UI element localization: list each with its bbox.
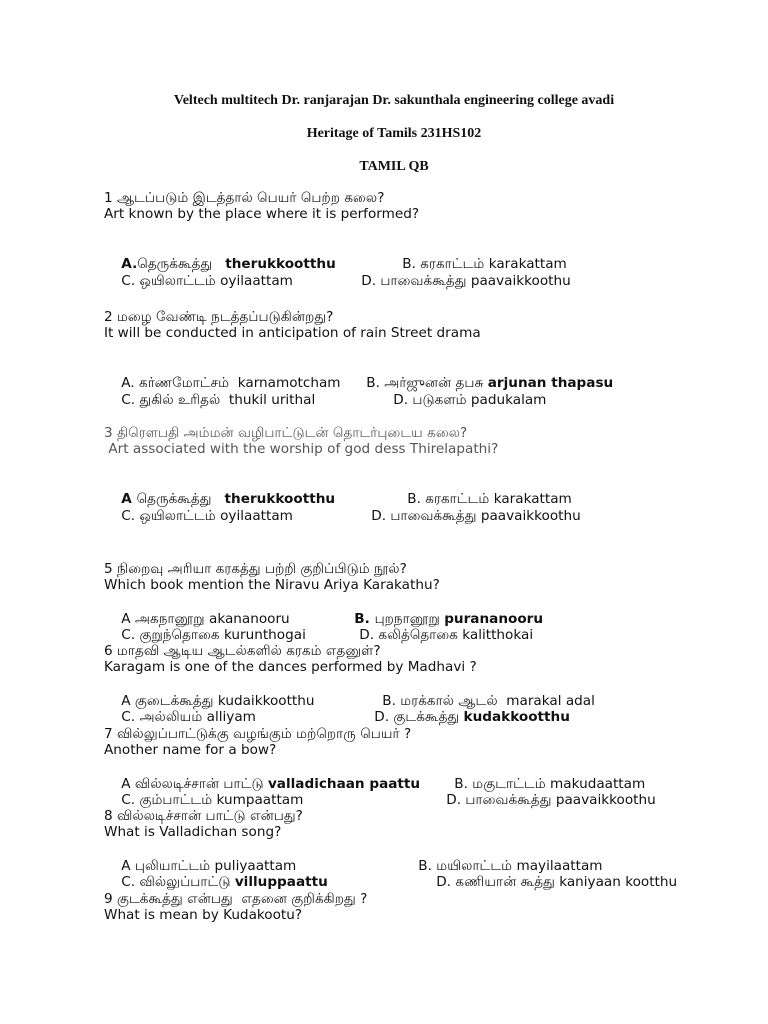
question-6-tamil: 6 மாதவி ஆடிய ஆடல்களில் கரகம் எதனுள்?: [104, 643, 381, 659]
question-6-english: Karagam is one of the dances performed by Madhavi ?: [104, 659, 477, 675]
question-3-option-c: C. ஒயிலாட்டம் oyilaattam: [121, 508, 293, 524]
question-6-option-c: C. அல்லியம் alliyam: [121, 709, 256, 725]
question-7-option-a: A வில்லடிச்சான் பாட்டு valladichaan paattu: [121, 776, 421, 792]
course-title: Heritage of Tamils 231HS102: [306, 126, 482, 141]
question-7-option-b: B. மகுடாட்டம் makudaattam: [454, 776, 646, 792]
question-9-tamil: 9 குடக்கூத்து என்பது எதனை குறிக்கிறது ?: [104, 891, 368, 907]
question-8-english: What is Valladichan song?: [104, 824, 282, 840]
question-2-english: It will be conducted in anticipation of rain Street drama: [104, 325, 481, 341]
question-6-option-a: A குடைக்கூத்து kudaikkootthu: [121, 693, 315, 709]
question-2-option-a: A. கர்ணமோட்சம் karnamotcham: [121, 375, 341, 391]
question-3-tamil: 3 திரௌபதி அம்மன் வழிபாட்டுடன் தொடர்புடைய கலை?: [104, 425, 468, 441]
college-name: Veltech multitech Dr. ranjarajan Dr. sakunthala engineering college avadi: [173, 93, 615, 108]
question-3-option-b: B. கரகாட்டம் karakattam: [407, 491, 572, 507]
question-1-english: Art known by the place where it is performed?: [104, 206, 420, 222]
question-3-english: Art associated with the worship of god dess Thirelapathi?: [104, 441, 499, 457]
question-2-tamil: 2 மழை வேண்டி நடத்தப்படுகின்றது?: [104, 309, 334, 325]
question-8-option-b: B. மயிலாட்டம் mayilaattam: [418, 858, 603, 874]
question-8-tamil: 8 வில்லடிச்சான் பாட்டு என்பது?: [104, 808, 303, 824]
question-7-option-c: C. கும்பாட்டம் kumpaattam: [121, 792, 304, 808]
document-title: TAMIL QB: [359, 159, 429, 174]
question-6-option-b: B. மரக்கால் ஆடல் marakal adal: [382, 693, 595, 709]
question-7-option-d: D. பாவைக்கூத்து paavaikkoothu: [446, 792, 656, 808]
question-1-tamil: 1 ஆடப்படும் இடத்தால் பெயர் பெற்ற கலை?: [104, 190, 385, 206]
question-5-english: Which book mention the Niravu Ariya Karakathu?: [104, 577, 440, 593]
question-3-option-a: A தெருக்கூத்து therukkootthu: [121, 491, 336, 507]
question-2-option-d: D. படுகளம் padukalam: [393, 392, 547, 408]
question-9-english: What is mean by Kudakootu?: [104, 907, 303, 923]
question-5-option-b: B. புறநானூறு purananooru: [354, 611, 544, 627]
question-1-option-c: C. ஒயிலாட்டம் oyilaattam: [121, 273, 293, 289]
question-1-option-a: A.தெருக்கூத்து therukkootthu: [121, 256, 336, 272]
question-1-option-b: B. கரகாட்டம் karakattam: [402, 256, 567, 272]
question-2-option-b: B. அர்ஜுனன் தபசு arjunan thapasu: [366, 375, 614, 391]
question-5-option-c: C. குறுந்தொகை kurunthogai: [121, 627, 306, 643]
question-3-option-d: D. பாவைக்கூத்து paavaikkoothu: [371, 508, 581, 524]
question-5-tamil: 5 நிறைவு அரியா கரகத்து பற்றி குறிப்பிடும் நூல்?: [104, 561, 407, 577]
question-6-option-d: D. குடக்கூத்து kudakkootthu: [374, 709, 570, 725]
question-7-tamil: 7 வில்லுப்பாட்டுக்கு வழங்கும் மற்றொரு பெயர் ?: [104, 726, 412, 742]
question-7-english: Another name for a bow?: [104, 742, 277, 758]
question-8-option-a: A புலியாட்டம் puliyaattam: [121, 858, 297, 874]
question-8-option-c: C. வில்லுப்பாட்டு villuppaattu: [121, 874, 328, 890]
question-8-option-d: D. கணியான் கூத்து kaniyaan kootthu: [436, 874, 678, 890]
question-5-option-d: D. கலித்தொகை kalitthokai: [359, 627, 534, 643]
question-2-option-c: C. துகில் உரிதல் thukil urithal: [121, 392, 316, 408]
question-5-option-a: A அகநானூறு akananooru: [121, 611, 290, 627]
question-1-option-d: D. பாவைக்கூத்து paavaikkoothu: [361, 273, 571, 289]
